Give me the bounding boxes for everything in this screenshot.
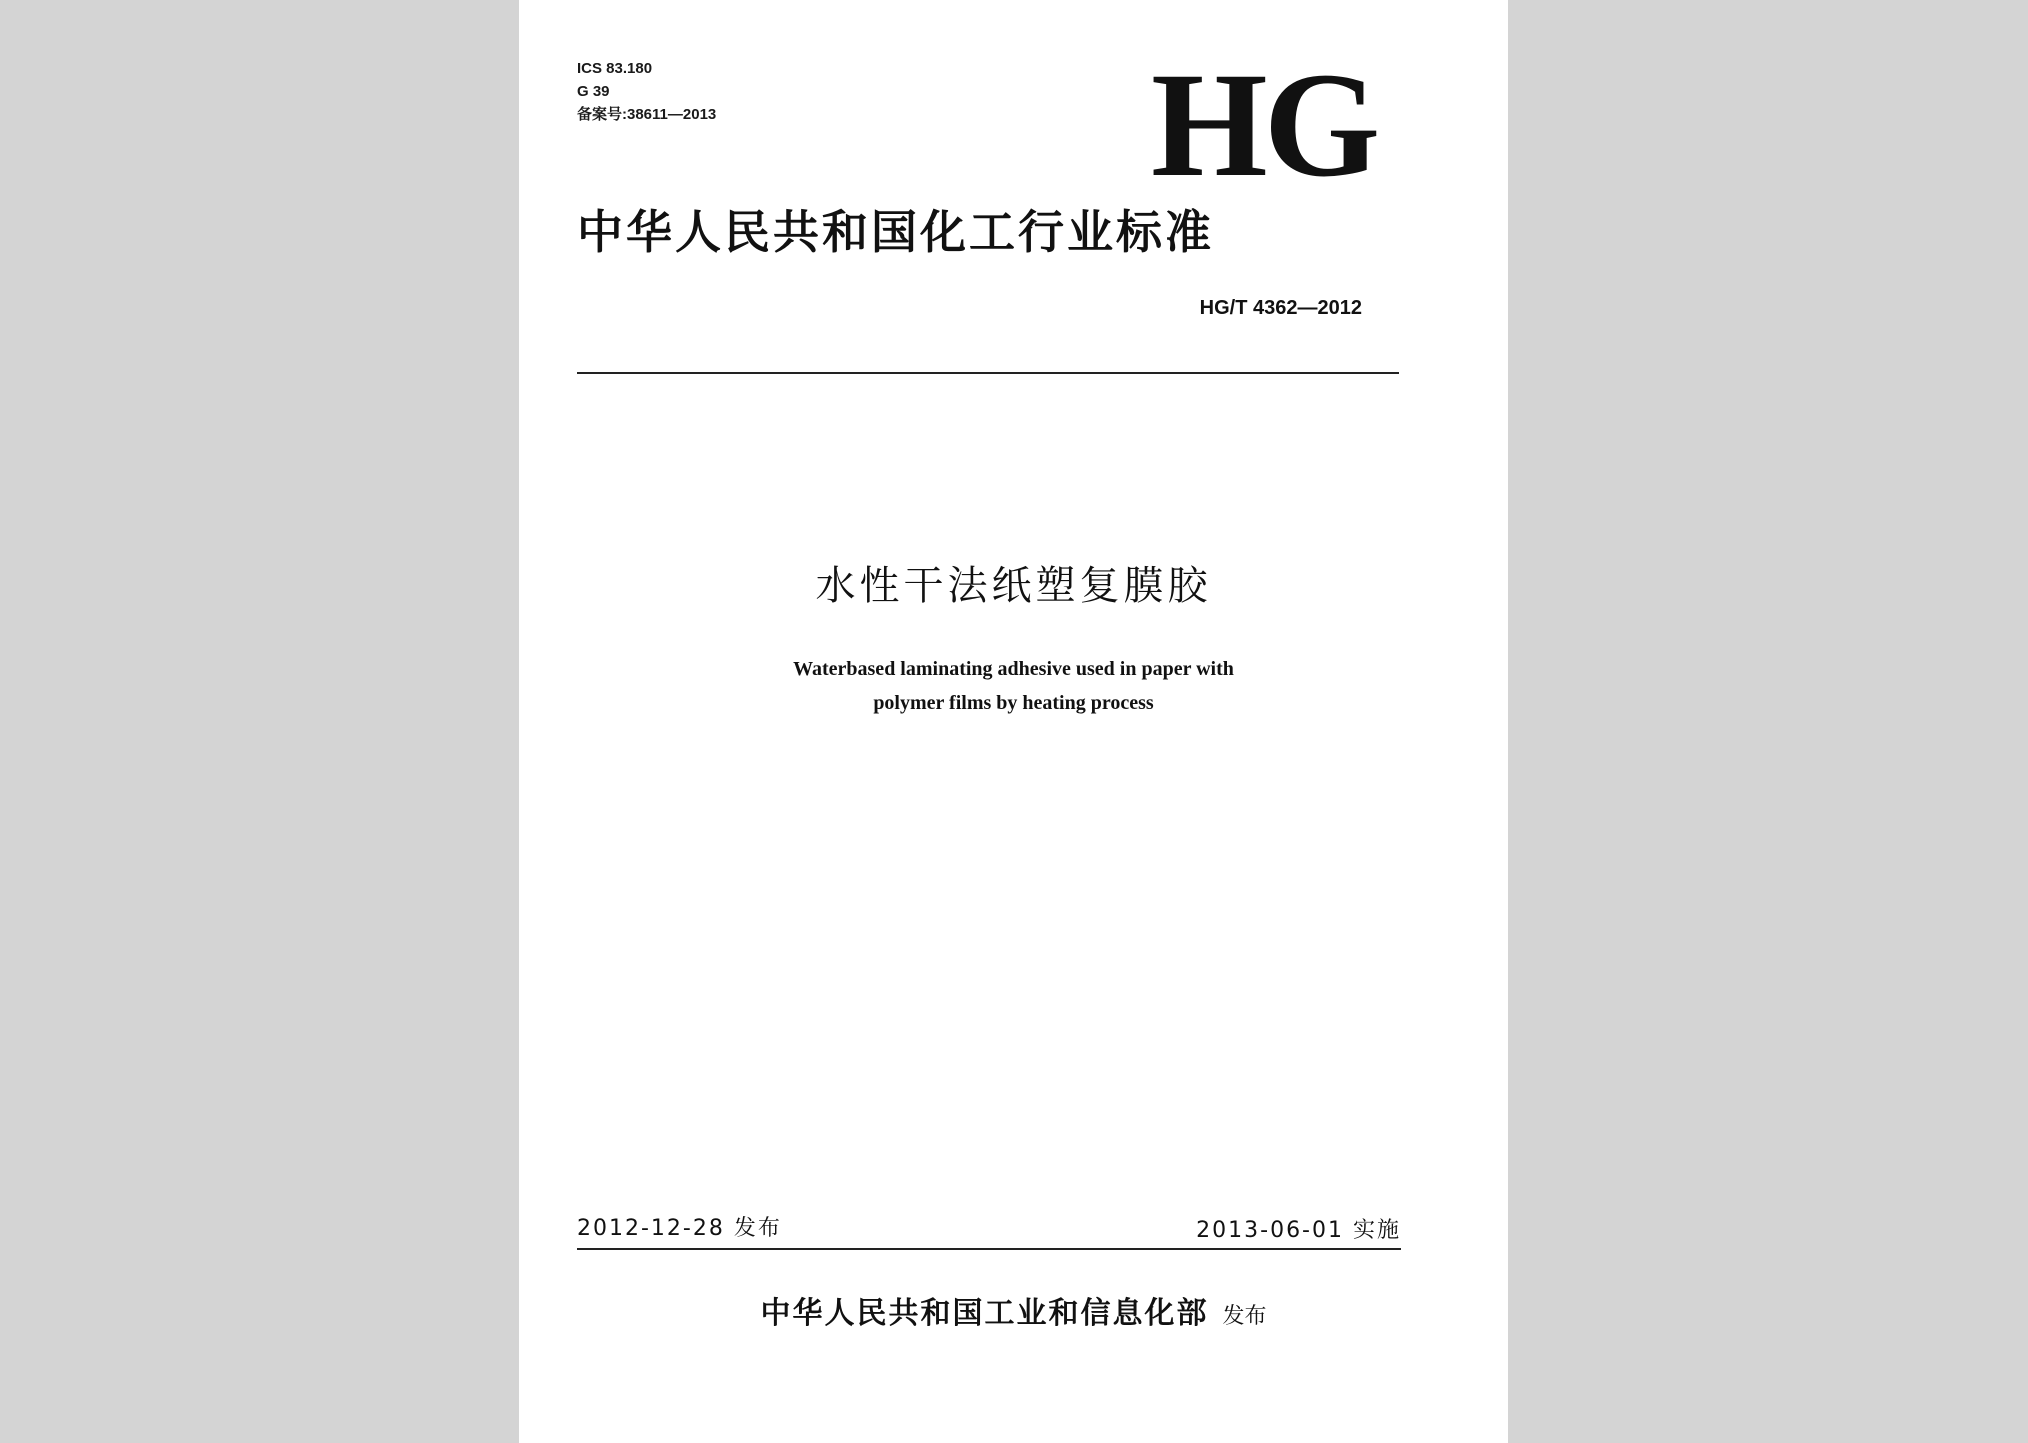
- implementation-date: 2013-06-01 实施: [1196, 1218, 1401, 1243]
- document-title-en-line1: Waterbased laminating adhesive used in paper with: [793, 658, 1234, 680]
- ccs-code: G 39: [577, 83, 610, 100]
- document-page: [519, 0, 1508, 1443]
- issuer-name: 中华人民共和国工业和信息化部: [760, 1296, 1209, 1331]
- document-title-cn: 水性干法纸塑复膜胶: [815, 563, 1212, 609]
- issue-date: 2012-12-28 发布: [577, 1216, 782, 1241]
- issuer-line: [519, 1292, 1508, 1339]
- ics-code: ICS 83.180: [577, 60, 653, 77]
- issuer-suffix: 发布: [1222, 1304, 1267, 1329]
- filing-number: 备案号:38611—2013: [577, 106, 717, 123]
- document-title-en-line2: polymer films by heating process: [873, 692, 1154, 714]
- classification-block: [577, 57, 716, 126]
- document-title-en: [519, 652, 1508, 720]
- standard-category: 中华人民共和国化工行业标准: [577, 205, 1214, 259]
- hg-logo: HG: [1151, 42, 1377, 208]
- bottom-divider: [577, 1248, 1401, 1250]
- standard-number: HG/T 4362—2012: [1199, 297, 1362, 319]
- top-divider: [577, 372, 1399, 374]
